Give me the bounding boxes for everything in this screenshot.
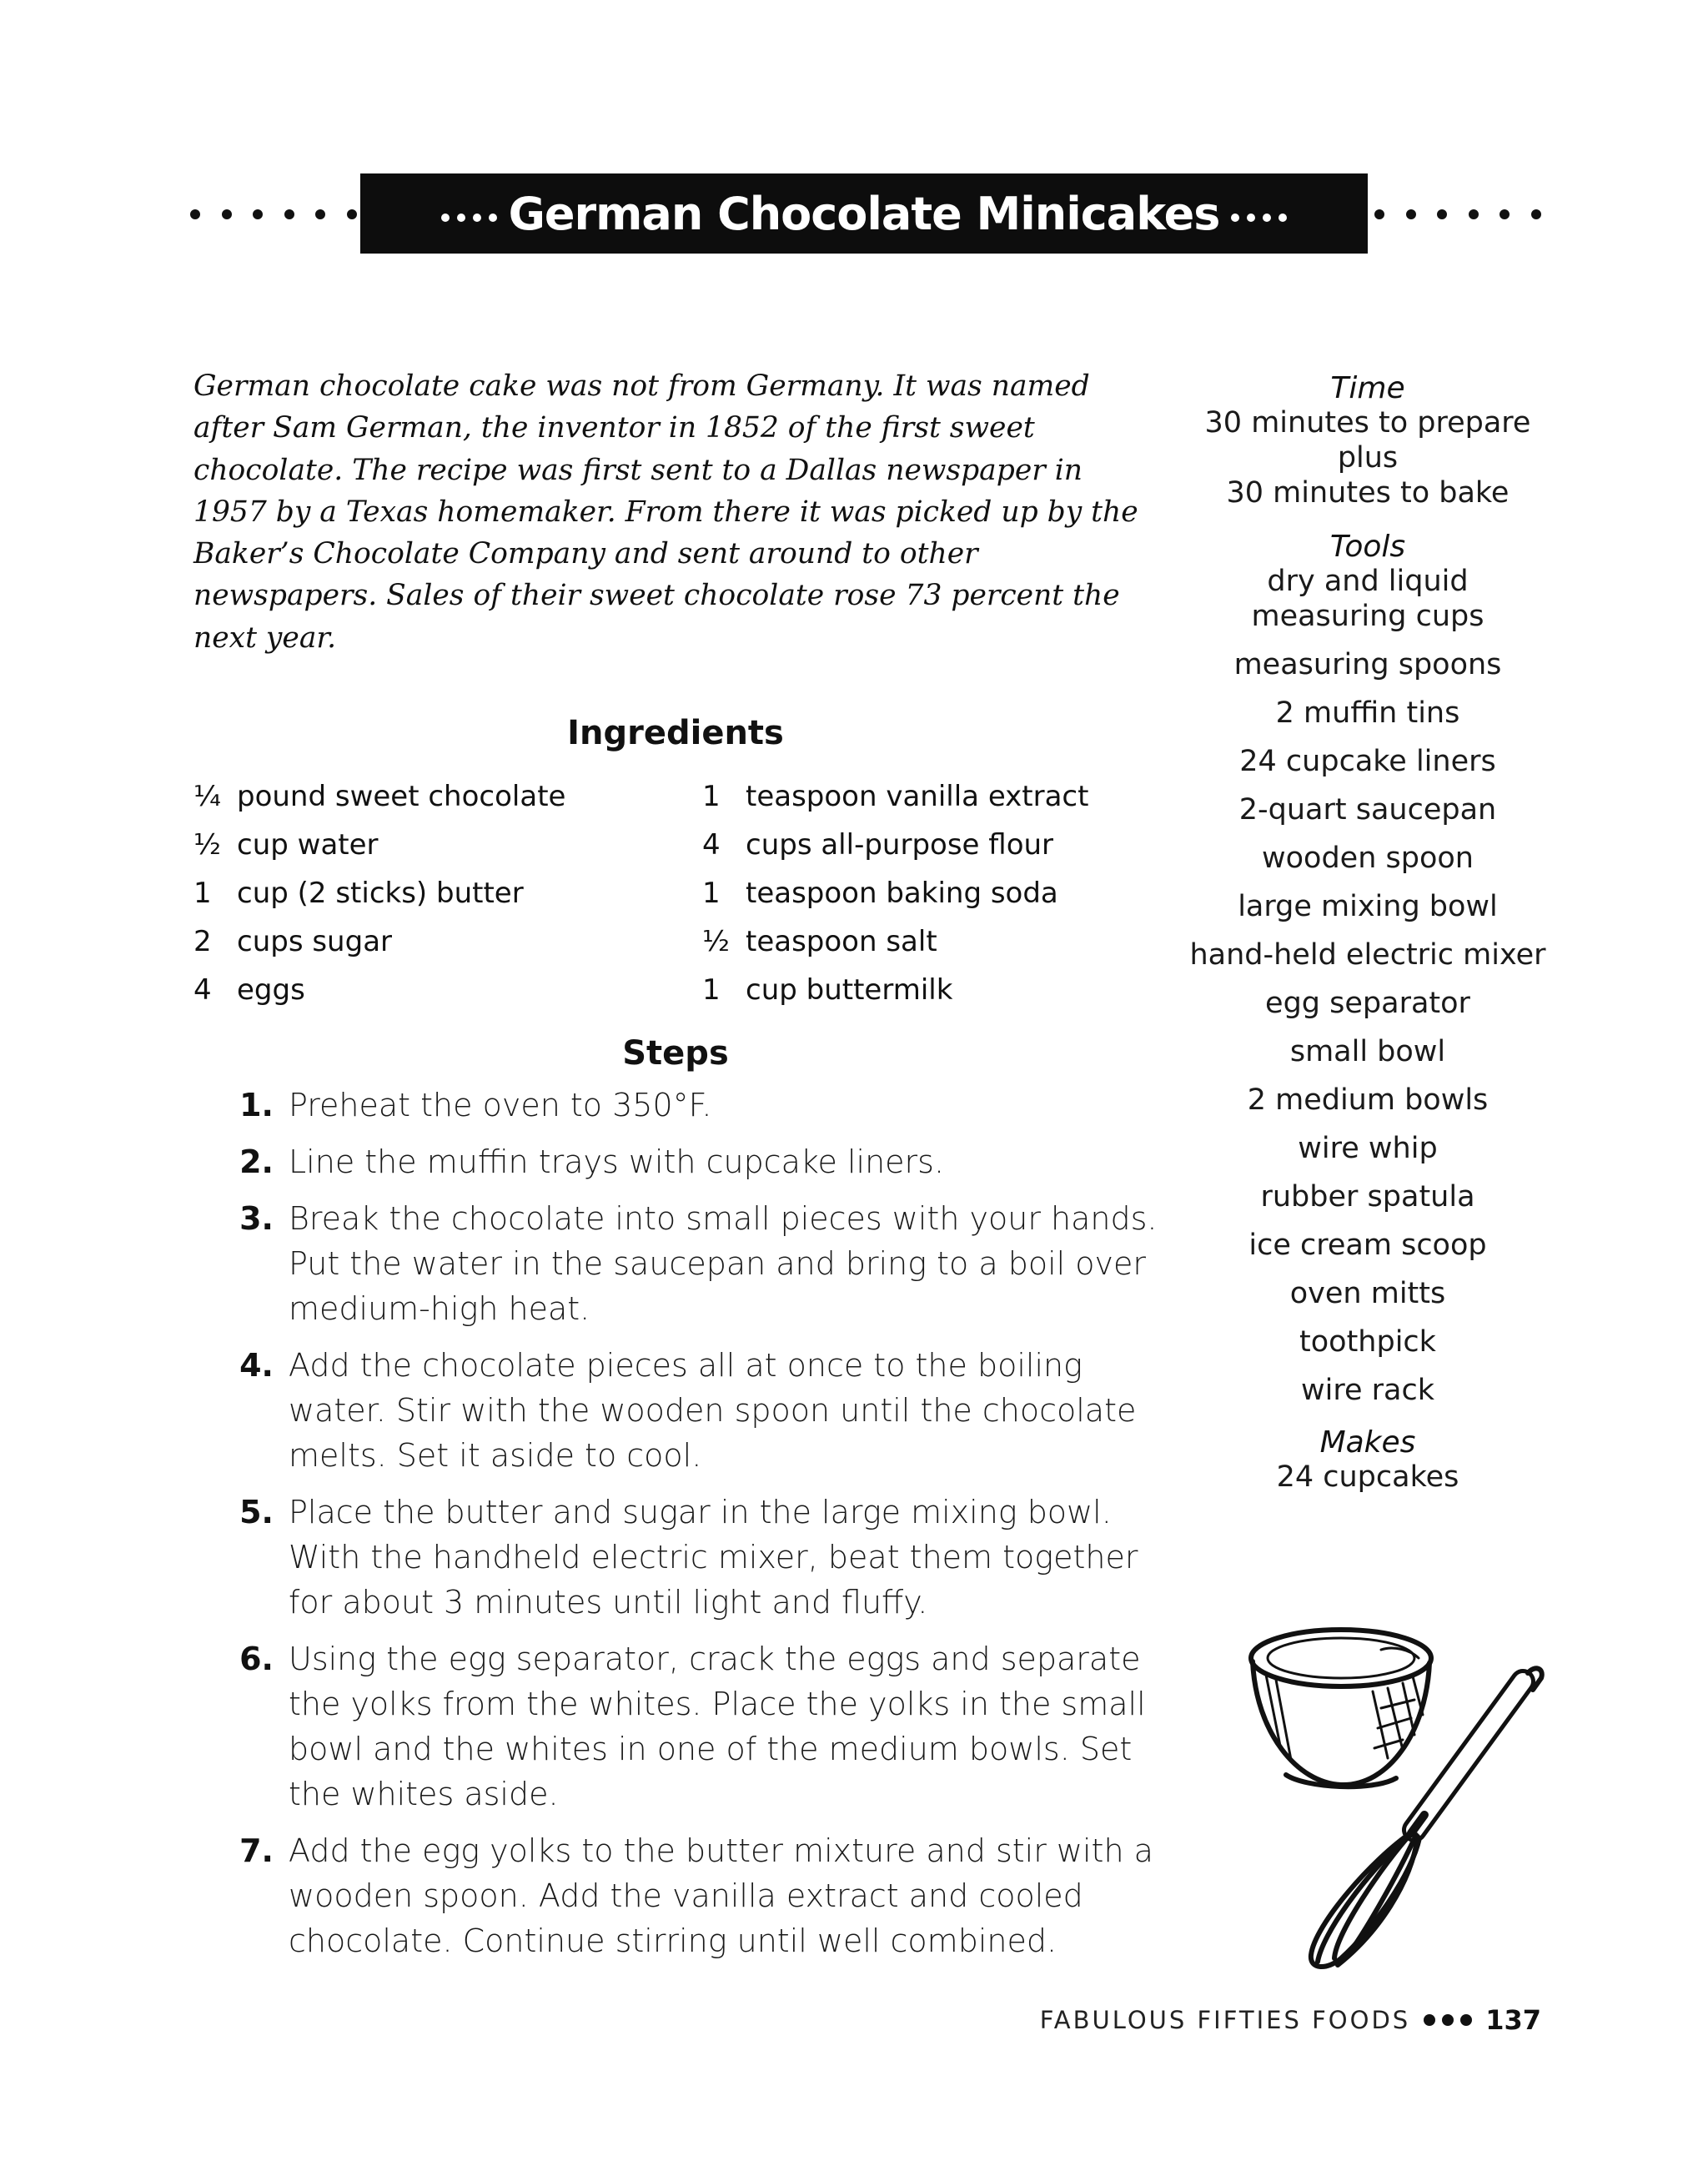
ingredient-qty: 4 bbox=[193, 973, 212, 1007]
makes-label: Makes bbox=[1319, 1425, 1416, 1460]
step-text: Place the butter and sugar in the large mixing bowl. With the handheld electric mixer, beat them together for about 3 minutes until light and fluffy. bbox=[289, 1494, 1138, 1621]
step-text: Line the muffin trays with cupcake liners. bbox=[289, 1143, 945, 1180]
tool-item: measuring spoons bbox=[1233, 648, 1502, 681]
ingredient-qty: 4 bbox=[702, 828, 721, 862]
ingredient-item bbox=[193, 772, 661, 821]
step-number: 1. bbox=[239, 1087, 274, 1123]
page-title: German Chocolate Minicakes bbox=[508, 187, 1220, 240]
makes-value: 24 cupcakes bbox=[1276, 1460, 1459, 1494]
step-text: Add the egg yolks to the butter mixture and stir with a wooden spoon. Add the vanilla extract and cooled chocolate. Continue stirring until well combined. bbox=[289, 1832, 1153, 1959]
banner-dots-left bbox=[441, 214, 497, 222]
ingredient-name: cup buttermilk bbox=[746, 973, 953, 1007]
ingredient-name: teaspoon salt bbox=[746, 925, 937, 958]
tool-item: hand-held electric mixer bbox=[1189, 938, 1546, 972]
ingredient-item bbox=[193, 917, 661, 966]
ingredient-name: cup water bbox=[237, 828, 379, 862]
ingredient-name: cup (2 sticks) butter bbox=[237, 877, 524, 910]
step-item bbox=[200, 1828, 1176, 1963]
step-item bbox=[200, 1343, 1176, 1478]
time-line: plus bbox=[1337, 441, 1399, 475]
tool-item: dry and liquid measuring cups bbox=[1251, 565, 1484, 633]
ingredient-qty: 1 bbox=[193, 877, 212, 910]
ingredient-item bbox=[702, 917, 1169, 966]
step-number: 6. bbox=[239, 1641, 274, 1677]
ingredient-qty: ½ bbox=[193, 828, 221, 862]
tool-item: egg separator bbox=[1265, 987, 1470, 1020]
ingredient-qty: 1 bbox=[702, 973, 721, 1007]
title-dots-left bbox=[190, 209, 357, 220]
step-item bbox=[200, 1083, 1176, 1128]
ingredient-qty: 1 bbox=[702, 780, 721, 813]
title-banner bbox=[360, 173, 1368, 254]
ingredient-item bbox=[702, 966, 1169, 1014]
ingredient-qty: 1 bbox=[702, 877, 721, 910]
step-text: Preheat the oven to 350°F. bbox=[289, 1087, 712, 1123]
bowl-and-whisk-illustration bbox=[1248, 1625, 1560, 1975]
intro-paragraph: German chocolate cake was not from Germany. It was named after Sam German, the inventor in 1852 of the first sweet chocolate. The recipe was first sent to a Dallas newspaper in 1957 by a Texas homemaker. From there it was picked up by the Baker’s Chocolate Company and sent around to other newspapers. Sales of their sweet chocolate rose 73 percent the next year. bbox=[193, 369, 1138, 655]
ingredient-item bbox=[702, 821, 1169, 869]
tool-item: oven mitts bbox=[1289, 1277, 1446, 1310]
ingredient-item bbox=[193, 966, 661, 1014]
page-number: 137 bbox=[1485, 2004, 1541, 2036]
tool-item: rubber spatula bbox=[1260, 1180, 1475, 1214]
ingredient-item bbox=[702, 772, 1169, 821]
tool-item: ice cream scoop bbox=[1248, 1229, 1487, 1262]
ingredient-name: cups sugar bbox=[237, 925, 393, 958]
step-text: Break the chocolate into small pieces with your hands. Put the water in the saucepan and bring to a boil over medium-high heat. bbox=[289, 1200, 1158, 1327]
step-number: 7. bbox=[239, 1832, 274, 1869]
footer-dots bbox=[1424, 2014, 1472, 2026]
tool-item: 2-quart saucepan bbox=[1238, 793, 1497, 827]
ingredients-column-right bbox=[702, 772, 1169, 1014]
steps-list bbox=[200, 1083, 1176, 1975]
tool-item: wire whip bbox=[1298, 1132, 1438, 1165]
step-item bbox=[200, 1139, 1176, 1184]
tools-label: Tools bbox=[1329, 530, 1406, 564]
step-number: 2. bbox=[239, 1143, 274, 1180]
step-item bbox=[200, 1636, 1176, 1817]
step-text: Add the chocolate pieces all at once to the boiling water. Stir with the wooden spoon until the chocolate melts. Set it aside to cool. bbox=[289, 1347, 1137, 1474]
page-footer bbox=[917, 2002, 1541, 2038]
ingredient-qty: ½ bbox=[702, 925, 730, 958]
step-number: 3. bbox=[239, 1200, 274, 1237]
tool-item: toothpick bbox=[1299, 1325, 1436, 1359]
time-label: Time bbox=[1330, 371, 1405, 405]
ingredient-item bbox=[702, 869, 1169, 917]
step-number: 5. bbox=[239, 1494, 274, 1530]
steps-heading: Steps bbox=[622, 1034, 729, 1073]
ingredients-heading: Ingredients bbox=[567, 714, 784, 752]
tool-item: small bowl bbox=[1289, 1035, 1446, 1068]
recipe-sidebar bbox=[1184, 372, 1551, 1495]
ingredient-name: teaspoon vanilla extract bbox=[746, 780, 1089, 813]
tool-item: 2 muffin tins bbox=[1275, 696, 1460, 730]
ingredients-column-left bbox=[193, 772, 661, 1014]
footer-section-title: FABULOUS FIFTIES FOODS bbox=[1039, 2006, 1411, 2034]
step-number: 4. bbox=[239, 1347, 274, 1384]
step-text: Using the egg separator, crack the eggs and separate the yolks from the whites. Place the yolks in the small bowl and the whites in one of the medium bowls. Set the whites aside. bbox=[289, 1641, 1146, 1812]
title-dots-right bbox=[1374, 209, 1541, 220]
ingredient-name: teaspoon baking soda bbox=[746, 877, 1058, 910]
ingredient-qty: 2 bbox=[193, 925, 212, 958]
ingredient-name: pound sweet chocolate bbox=[237, 780, 566, 813]
ingredient-name: eggs bbox=[237, 973, 305, 1007]
tool-item: wire rack bbox=[1301, 1374, 1434, 1407]
ingredient-qty: ¼ bbox=[193, 780, 221, 813]
ingredient-item bbox=[193, 869, 661, 917]
step-item bbox=[200, 1196, 1176, 1331]
tool-item: wooden spoon bbox=[1262, 842, 1474, 875]
step-item bbox=[200, 1490, 1176, 1625]
tool-item: 24 cupcake liners bbox=[1239, 745, 1496, 778]
tool-item: large mixing bowl bbox=[1238, 890, 1498, 923]
time-line: 30 minutes to bake bbox=[1226, 476, 1510, 510]
time-line: 30 minutes to prepare bbox=[1204, 406, 1531, 440]
banner-dots-right bbox=[1231, 214, 1287, 222]
tool-item: 2 medium bowls bbox=[1247, 1083, 1489, 1117]
ingredient-item bbox=[193, 821, 661, 869]
ingredient-name: cups all-purpose flour bbox=[746, 828, 1054, 862]
